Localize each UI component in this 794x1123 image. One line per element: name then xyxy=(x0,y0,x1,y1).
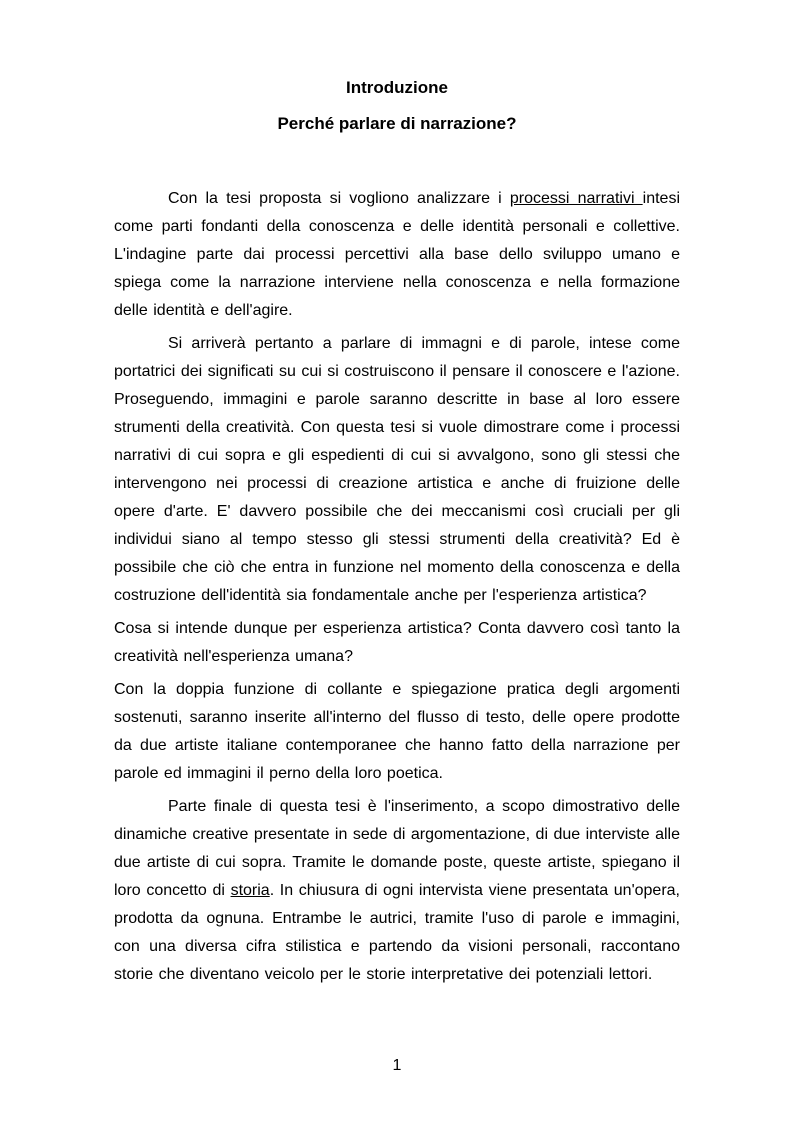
page-title: Introduzione xyxy=(346,78,448,97)
text-run: Cosa si intende dunque per esperienza artistica? Conta davvero così tanto la creatività nell'esperienza umana? xyxy=(114,620,680,665)
text-run: Con la tesi proposta si vogliono analizzare i xyxy=(168,190,510,207)
paragraph xyxy=(114,330,680,610)
text-run: Si arriverà pertanto a parlare di immagni e di parole, intese come portatrici dei significati su cui si costruiscono il pensare il conoscere e l'azione. Proseguendo, immagini e parole saranno descritte in base al loro essere strumenti della creatività. Con questa tesi si vuole dimostrare come i processi narrativi di cui sopra e gli espedienti di cui si avvalgono, sono gli stessi che intervengono nei processi di creazione artistica e anche di fruizione delle opere d'arte. E' davvero possibile che dei meccanismi così cruciali per gli individui siano al tempo stesso gli stessi strumenti della creatività? Ed è possibile che ciò che entra in funzione nel momento della conoscenza e della costruzione dell'identità sia fondamentale anche per l'esperienza artistica? xyxy=(114,335,680,604)
page-number: 1 xyxy=(392,1057,402,1074)
paragraph xyxy=(114,793,680,989)
paragraph xyxy=(114,185,680,325)
page-subtitle: Perché parlare di narrazione? xyxy=(277,114,517,133)
underlined-term: storia xyxy=(230,882,270,899)
text-run: intesi come parti fondanti della conoscenza e delle identità personali e collettive. L'indagine parte dai processi percettivi alla base dello sviluppo umano e spiega come la narrazione interviene nella conoscenza e nella formazione delle identità e dell'agire. xyxy=(114,190,681,319)
paragraph xyxy=(114,676,680,788)
text-run: Con la doppia funzione di collante e spiegazione pratica degli argomenti sostenuti, saranno inserite all'interno del flusso di testo, delle opere prodotte da due artiste italiane contemporanee che hanno fatto della narrazione per parole ed immagini il perno della loro poetica. xyxy=(114,681,680,782)
underlined-term: processi narrativi xyxy=(509,190,643,207)
text-run: . In chiusura di ogni intervista viene presentata un'opera, prodotta da ognuna. Entrambe le autrici, tramite l'uso di parole e immagini, con una diversa cifra stilistica e partendo da visioni personali, raccontano storie che diventano veicolo per le storie interpretative dei potenziali lettori. xyxy=(114,882,680,983)
text-run: Parte finale di questa tesi è l'inserimento, a scopo dimostrativo delle dinamiche creative presentate in sede di argomentazione, di due interviste alle due artiste di cui sopra. Tramite le domande poste, queste artiste, spiegano il loro concetto di xyxy=(114,798,680,899)
document-body xyxy=(114,185,680,989)
paragraph xyxy=(114,615,680,671)
